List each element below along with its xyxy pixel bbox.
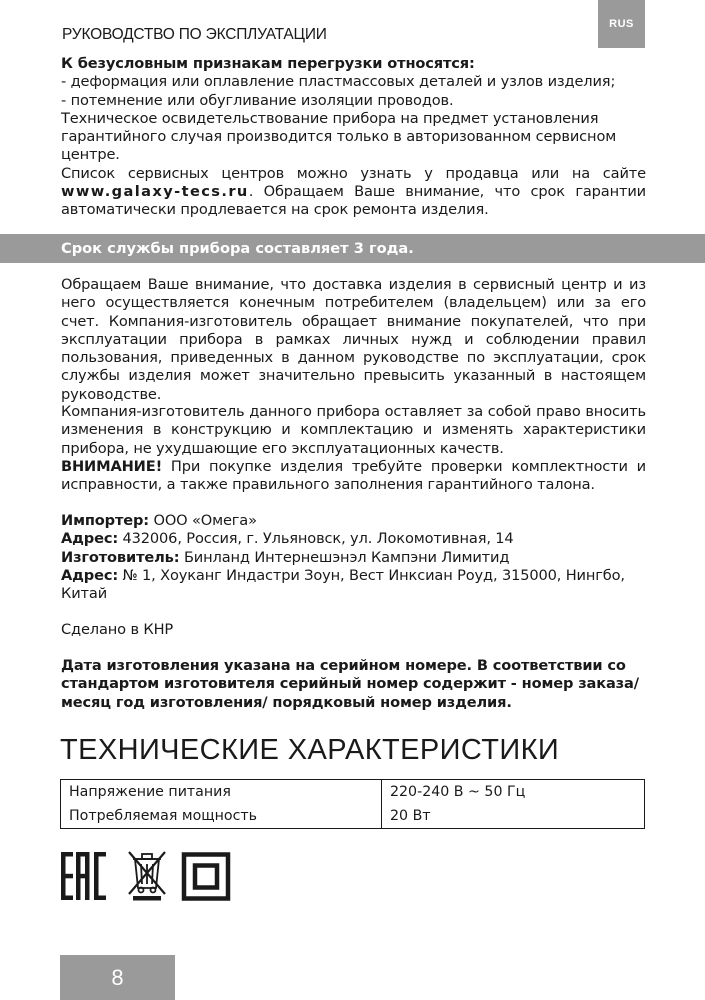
address-label: Адрес: bbox=[61, 530, 119, 548]
service-life-band bbox=[0, 234, 705, 263]
origin-section bbox=[61, 621, 646, 639]
maker-line bbox=[61, 549, 646, 567]
spec-value: 20 Вт bbox=[390, 808, 431, 824]
importer-address-line bbox=[61, 530, 646, 548]
website-link[interactable]: www.galaxy-tecs.ru bbox=[61, 183, 249, 201]
attention-label: ВНИМАНИЕ! bbox=[61, 457, 163, 475]
page-number: 8 bbox=[60, 955, 175, 1000]
production-note: Дата изготовления указана на серийном номере. В соответствии со стандартом изготовителя серийный номер содержит - номер заказа/месяц год изготовления/ порядковый номер изделия. bbox=[61, 657, 639, 711]
importer-label: Импортер: bbox=[61, 512, 149, 529]
table-row bbox=[61, 804, 645, 829]
language-tab: RUS bbox=[598, 0, 645, 48]
address-value: 432006, Россия, г. Ульяновск, ул. Локомотивная, 14 bbox=[118, 530, 514, 548]
service-text-suffix: . Обращаем Ваше внимание, что срок гарантии автоматически продлевается на срок ремонта изделия. bbox=[61, 183, 646, 219]
eac-mark-icon bbox=[61, 852, 106, 900]
spec-value: 220-240 В ~ 50 Гц bbox=[390, 784, 526, 800]
maker-value: Бинланд Интернешэнэл Кампэни Лимитид bbox=[179, 548, 510, 566]
delivery-paragraph: Обращаем Ваше внимание, что доставка изделия в сервисный центр и из него осуществляется конечным потребителем (владельцем) или за его счет. Компания-изготовитель обращает внимание покупателей, что при эксплуатации прибора в рамках личных нужд и соблюдении правил пользования, приведенных в данном руководстве по эксплуатации, срок службы изделия может значительно превысить указанный в настоящем руководстве. bbox=[61, 276, 646, 403]
importer-section bbox=[61, 512, 646, 603]
maker-address-label: Адрес: bbox=[61, 566, 119, 584]
origin-text: Сделано в КНР bbox=[61, 621, 174, 638]
page-header-title: РУКОВОДСТВО ПО ЭКСПЛУАТАЦИИ bbox=[62, 26, 327, 43]
maker-address-line bbox=[61, 567, 646, 604]
marks-svg bbox=[61, 850, 241, 902]
specs-title: ТЕХНИЧЕСКИЕ ХАРАКТЕРИСТИКИ bbox=[60, 734, 560, 766]
attention-text: При покупке изделия требуйте проверки комплектности и исправности, а также правильного заполнения гарантийного талона. bbox=[61, 457, 646, 494]
spec-label: Потребляемая мощность bbox=[61, 804, 382, 829]
service-text: Список сервисных центров можно узнать у продавца или на сайте bbox=[61, 164, 646, 182]
class-ii-double-insulation-icon bbox=[184, 855, 228, 899]
specs-table bbox=[60, 779, 645, 829]
service-paragraph bbox=[61, 165, 646, 220]
delivery-section bbox=[61, 276, 646, 404]
table-row bbox=[61, 780, 645, 805]
spec-label: Напряжение питания bbox=[61, 780, 382, 805]
certification-marks bbox=[61, 850, 241, 902]
service-life-text: Срок службы прибора составляет 3 года. bbox=[61, 240, 414, 257]
attention-paragraph bbox=[61, 458, 646, 495]
maker-address-value: № 1, Хоуканг Индастри Зоун, Вест Инксиан Роуд, 315000, Нингбо, Китай bbox=[61, 566, 625, 603]
maker-label: Изготовитель: bbox=[61, 548, 180, 566]
overload-item: - потемнение или обугливание изоляции проводов. bbox=[61, 91, 454, 109]
importer-line bbox=[61, 512, 646, 530]
overload-heading: К безусловным признакам перегрузки относятся: bbox=[61, 55, 475, 72]
rights-section bbox=[61, 403, 646, 494]
importer-value: ООО «Омега» bbox=[149, 512, 257, 529]
production-note-section bbox=[61, 657, 646, 712]
overload-item: - деформация или оплавление пластмассовых деталей и узлов изделия; bbox=[61, 73, 616, 91]
inspection-paragraph: Техническое освидетельствование прибора на предмет установления гарантийного случая производится только в авторизованном сервисном центре. bbox=[61, 109, 617, 164]
overload-section bbox=[61, 55, 646, 220]
weee-crossed-bin-icon bbox=[129, 852, 165, 901]
rights-paragraph: Компания-изготовитель данного прибора оставляет за собой право вносить изменения в конструкцию и комплектацию и изменять характеристики прибора, не ухудшающие его эксплуатационных качеств. bbox=[61, 403, 646, 457]
